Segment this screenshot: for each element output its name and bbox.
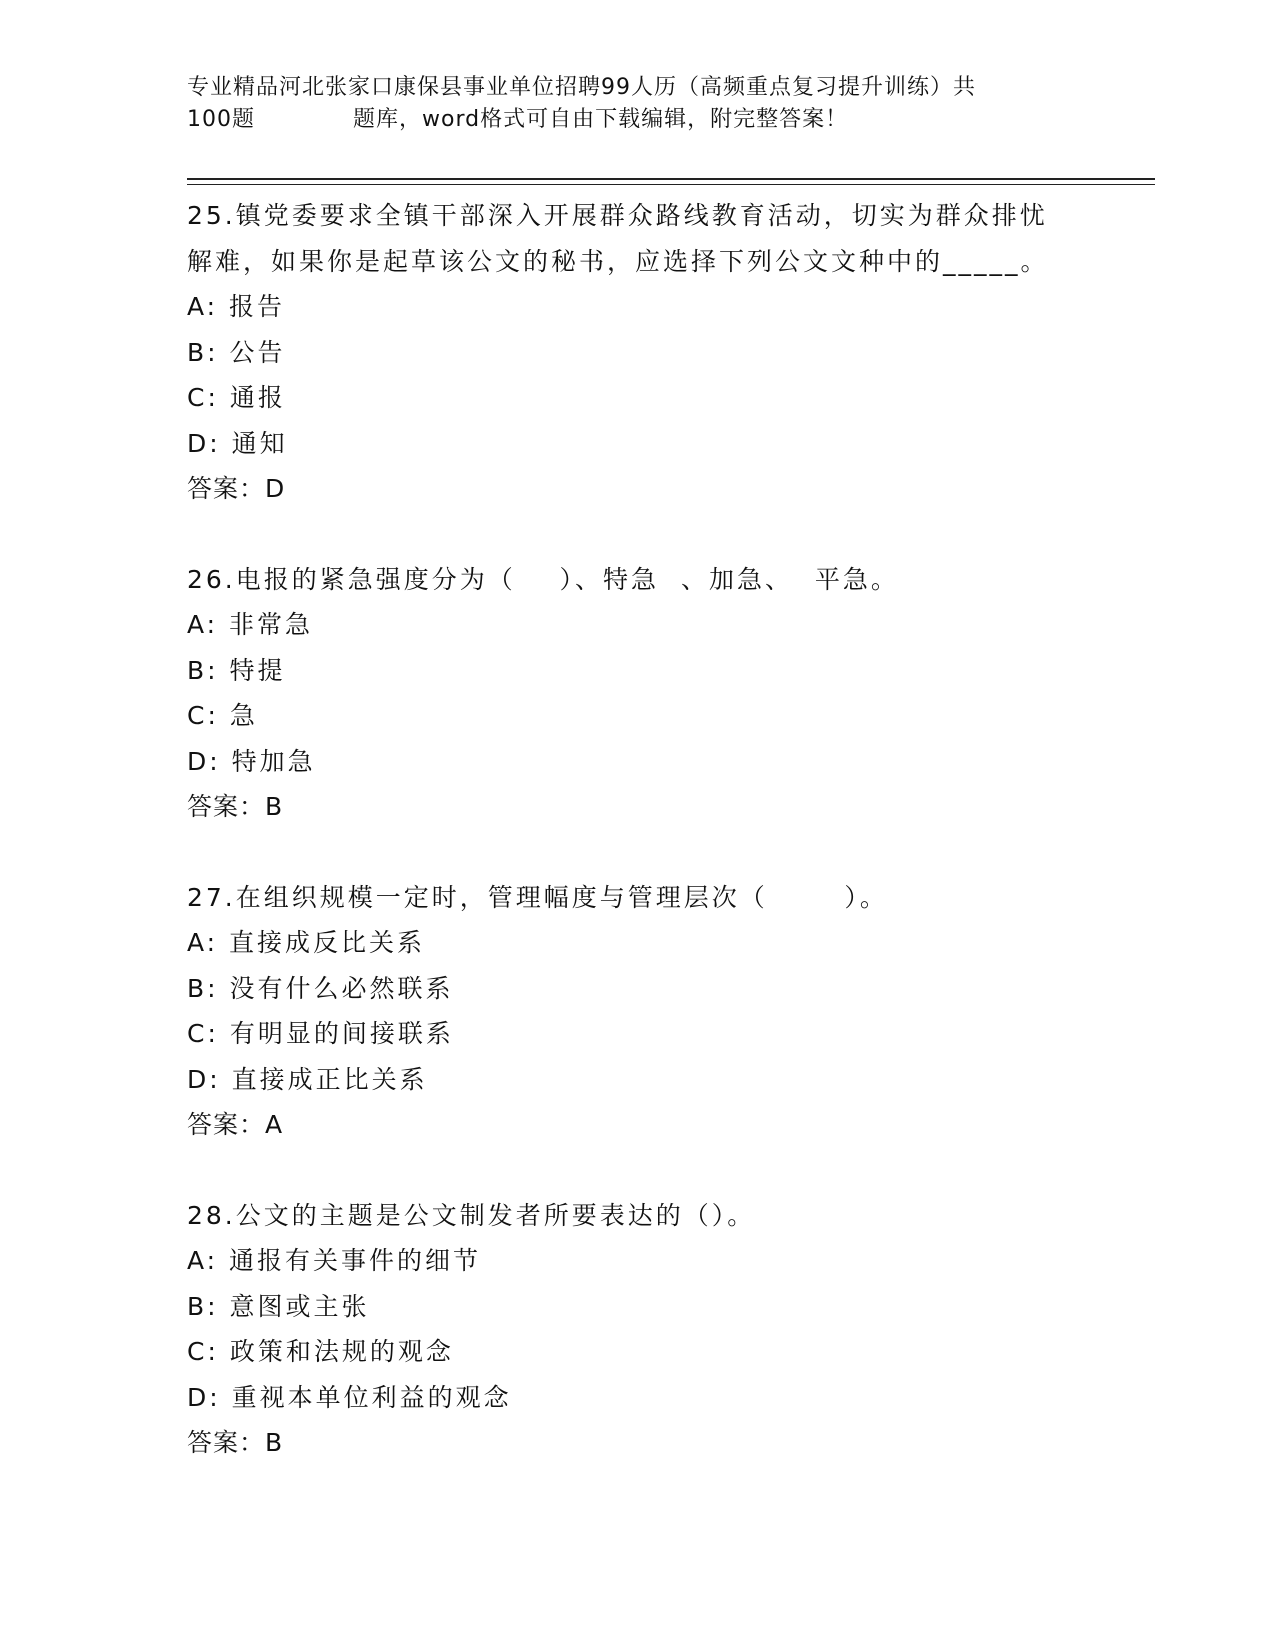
question-27 — [187, 875, 1087, 1148]
option-c: C: 政策和法规的观念 — [187, 1337, 454, 1366]
document-title — [187, 72, 1067, 136]
option-d: D: 通知 — [187, 428, 288, 458]
answer-line: 答案：B — [187, 1428, 284, 1457]
option-d: D: 直接成正比关系 — [187, 1064, 428, 1094]
title-line-2-count: 100题 — [187, 107, 255, 132]
question-stem: 25.镇党委要求全镇干部深入开展群众路线教育活动，切实为群众排忧 — [187, 201, 1048, 230]
option-a: A: 通报有关事件的细节 — [187, 1246, 482, 1275]
title-line-2-rest: 题库，word格式可自由下载编辑，附完整答案！ — [353, 107, 849, 132]
answer-line: 答案：B — [187, 792, 284, 821]
option-c: C: 通报 — [187, 383, 286, 412]
title-line-1: 专业精品河北张家口康保县事业单位招聘99人历（高频重点复习提升训练）共 — [187, 75, 976, 100]
option-d: D: 特加急 — [187, 746, 316, 776]
question-28 — [187, 1193, 1087, 1466]
option-a: A: 报告 — [187, 292, 286, 321]
question-stem: 解难，如果你是起草该公文的秘书，应选择下列公文文种中的_____。 — [187, 246, 1049, 276]
question-stem: 27.在组织规模一定时，管理幅度与管理层次（ ）。 — [187, 882, 888, 912]
option-b: B: 公告 — [187, 337, 286, 367]
question-stem: 26.电报的紧急强度分为（ ）、特急 、加急、 平急。 — [187, 564, 899, 594]
option-a: A: 非常急 — [187, 610, 314, 639]
question-stem: 28.公文的主题是公文制发者所要表达的（）。 — [187, 1200, 756, 1230]
option-c: C: 有明显的间接联系 — [187, 1019, 454, 1048]
title-line-2 — [187, 104, 1067, 136]
option-b: B: 特提 — [187, 655, 286, 685]
header-divider-thick — [187, 178, 1155, 180]
option-c: C: 急 — [187, 701, 258, 730]
answer-line: 答案：D — [187, 474, 286, 503]
question-26 — [187, 557, 1087, 830]
question-list — [187, 193, 1087, 1511]
header-divider-thin — [187, 184, 1155, 185]
option-b: B: 意图或主张 — [187, 1291, 370, 1321]
answer-line: 答案：A — [187, 1110, 284, 1139]
question-25 — [187, 193, 1087, 512]
option-d: D: 重视本单位利益的观念 — [187, 1382, 512, 1412]
option-b: B: 没有什么必然联系 — [187, 973, 454, 1003]
option-a: A: 直接成反比关系 — [187, 928, 426, 957]
